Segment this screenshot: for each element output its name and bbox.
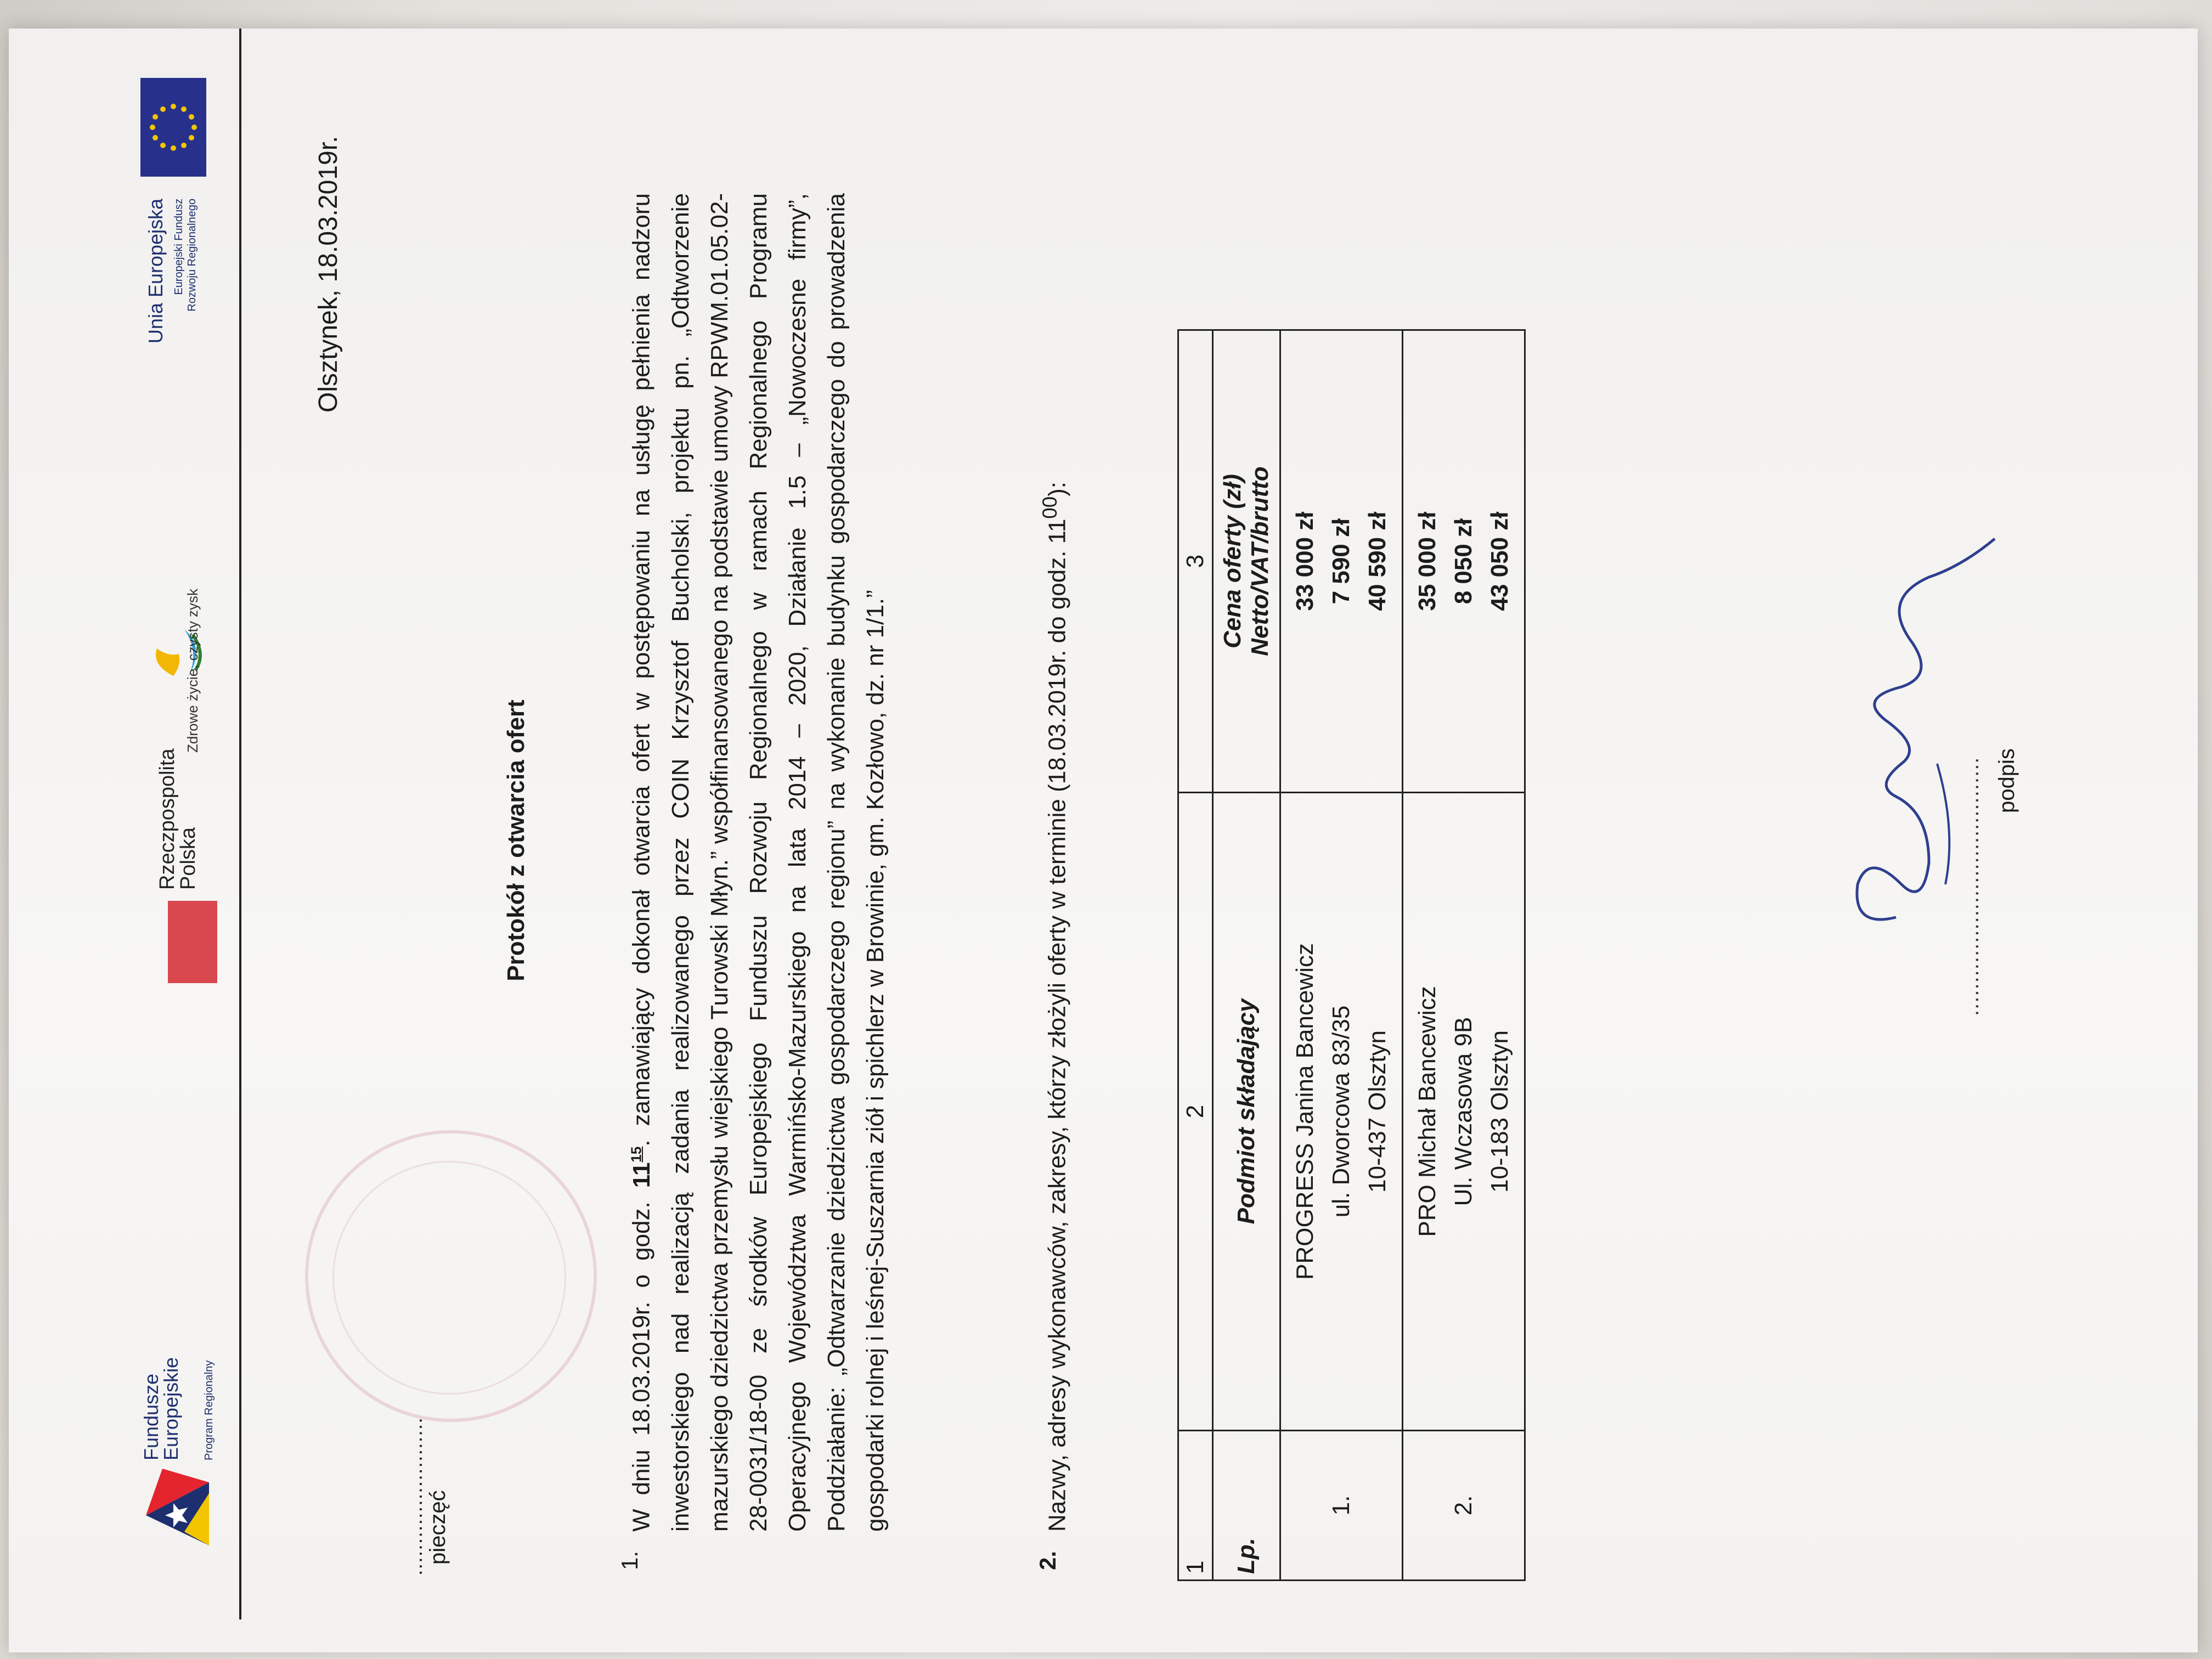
section-1-pre: W dniu 18.03.2019r. o godz.: [628, 1188, 655, 1532]
row-lp: 1.: [1280, 1431, 1403, 1581]
row-price: [1403, 330, 1525, 793]
rp-logo-line1: Rzeczpospolita: [156, 748, 179, 890]
stamp-label: pieczęć: [426, 1490, 450, 1565]
document-title: Protokół z otwarcia ofert: [503, 699, 529, 981]
fe-logo-line1: Fundusze: [140, 1373, 162, 1460]
opening-time: [628, 1147, 655, 1188]
section-1-text: [617, 193, 895, 1532]
fe-logo-subtitle: Program Regionalny: [203, 1360, 215, 1460]
section-2-body: Nazwy, adresy wykonawców, zakresy, którzy złożyli oferty w terminie (18.03.2019r. do godz. 11: [1043, 518, 1071, 1532]
unia-europejska-logo: [140, 67, 217, 374]
row-lp: 2.: [1403, 1431, 1525, 1581]
bidder-city: 10-437 Olsztyn: [1364, 1030, 1391, 1193]
price-vat: 8 050 zł: [1450, 518, 1477, 605]
polish-flag-icon: [168, 901, 217, 983]
offers-table: [1177, 329, 1526, 1581]
warmia-mazury-slogan: Zdrowe życie, czysty zysk: [184, 588, 201, 753]
eu-flag-icon: [140, 78, 206, 177]
table-row: [1280, 330, 1403, 1581]
rp-logo-title: [157, 748, 199, 890]
header-podmiot: Podmiot składający: [1213, 793, 1280, 1431]
row-bidder: [1280, 793, 1403, 1431]
price-brutto: 43 050 zł: [1486, 511, 1513, 611]
bidder-street: Ul. Wczasowa 9B: [1450, 1017, 1477, 1206]
document-page: [9, 29, 2198, 1652]
row-price: [1280, 330, 1403, 793]
section-2-text: [1035, 193, 1073, 1532]
column-number: 1: [1178, 1431, 1213, 1581]
column-number: 2: [1178, 793, 1213, 1431]
signature-dotted-line: .......................................: [1959, 757, 1983, 1016]
header-lp: Lp.: [1213, 1431, 1280, 1581]
price-vat: 7 590 zł: [1328, 518, 1355, 605]
table-column-numbers-row: [1178, 330, 1213, 1581]
eu-logo-sub2: Rozwoju Regionalnego: [186, 199, 198, 312]
opening-time-minutes: 15: [628, 1146, 644, 1163]
handwritten-signature-icon: [1819, 500, 2039, 994]
price-netto: 33 000 zł: [1291, 511, 1318, 611]
place-and-date: Olsztynek, 18.03.2019r.: [314, 136, 343, 413]
bidder-street: ul. Dworcowa 83/35: [1328, 1005, 1355, 1218]
opening-time-hour: 11: [628, 1162, 655, 1188]
eu-logo-subtitle: [172, 199, 199, 374]
table-header-row: [1213, 330, 1280, 1581]
signature-label: podpis: [1995, 748, 2019, 813]
rp-logo-line2: Polska: [177, 827, 200, 890]
fe-logo-line2: Europejskie: [160, 1357, 182, 1460]
eu-logo-title: Unia Europejska: [144, 199, 167, 344]
section-2-tail: ):: [1043, 482, 1071, 496]
column-number: 3: [1178, 330, 1213, 793]
bidder-city: 10-183 Olsztyn: [1486, 1030, 1513, 1193]
bidder-name: PRO Michał Bancewicz: [1414, 986, 1441, 1237]
header-rule: [239, 29, 241, 1620]
deadline-minutes: 00: [1039, 496, 1061, 519]
rzeczpospolita-polska-logo: [140, 748, 217, 983]
company-stamp-inner: [332, 1161, 566, 1395]
row-bidder: [1403, 793, 1525, 1431]
price-netto: 35 000 zł: [1414, 511, 1441, 611]
fundusze-europejskie-logo: [135, 1318, 223, 1548]
eu-logo-sub1: Europejski Fundusz: [173, 199, 185, 295]
section-2-number: 2.: [1035, 1550, 1060, 1570]
bidder-name: PROGRESS Janina Bancewicz: [1291, 943, 1318, 1280]
section-1-number: 1.: [617, 1550, 642, 1570]
table-row: [1403, 330, 1525, 1581]
header-price-line2: Netto/VAT/brutto: [1246, 466, 1273, 656]
header-price-line1: Cena oferty (zł): [1219, 474, 1246, 648]
price-brutto: 40 590 zł: [1364, 511, 1391, 611]
header-price: [1213, 330, 1280, 793]
stamp-dotted-line: .........................: [404, 1417, 427, 1576]
eu-funds-star-logo-icon: [140, 1466, 212, 1548]
fe-logo-title: [142, 1357, 181, 1460]
section-1-body: . zamawiający dokonał otwarcia ofert w postępowaniu na usługę pełnienia nadzoru inwestorskiego nad realizacją zadania realizowanego przez COIN Krzysztof Bucholski, projektu pn. „Odtworzenie mazurskiego dziedzictwa przemysłu wiejskiego Turowski Młyn.” współfinansowanego na podstawie umowy RPWM.01.05.02-28-0031/18-00 ze środków Europejskiego Funduszu Rozwoju Regionalnego w ramach Regionalnego Programu Operacyjnego Województwa Warmińsko-Mazurskiego na lata 2014 – 2020, Działanie 1.5 – „Nowoczesne firmy”, Poddziałanie: „Odtwarzanie dziedzictwa gospodarczego regionu” na wykonanie budynku gospodarczego do prowadzenia gospodarki rolnej i leśnej-Suszarnia ziół i spichlerz w Browinie, gm. Kozłowo, dz. nr 1/1.”: [628, 193, 889, 1532]
warmia-mazury-logo-icon: [140, 621, 217, 687]
